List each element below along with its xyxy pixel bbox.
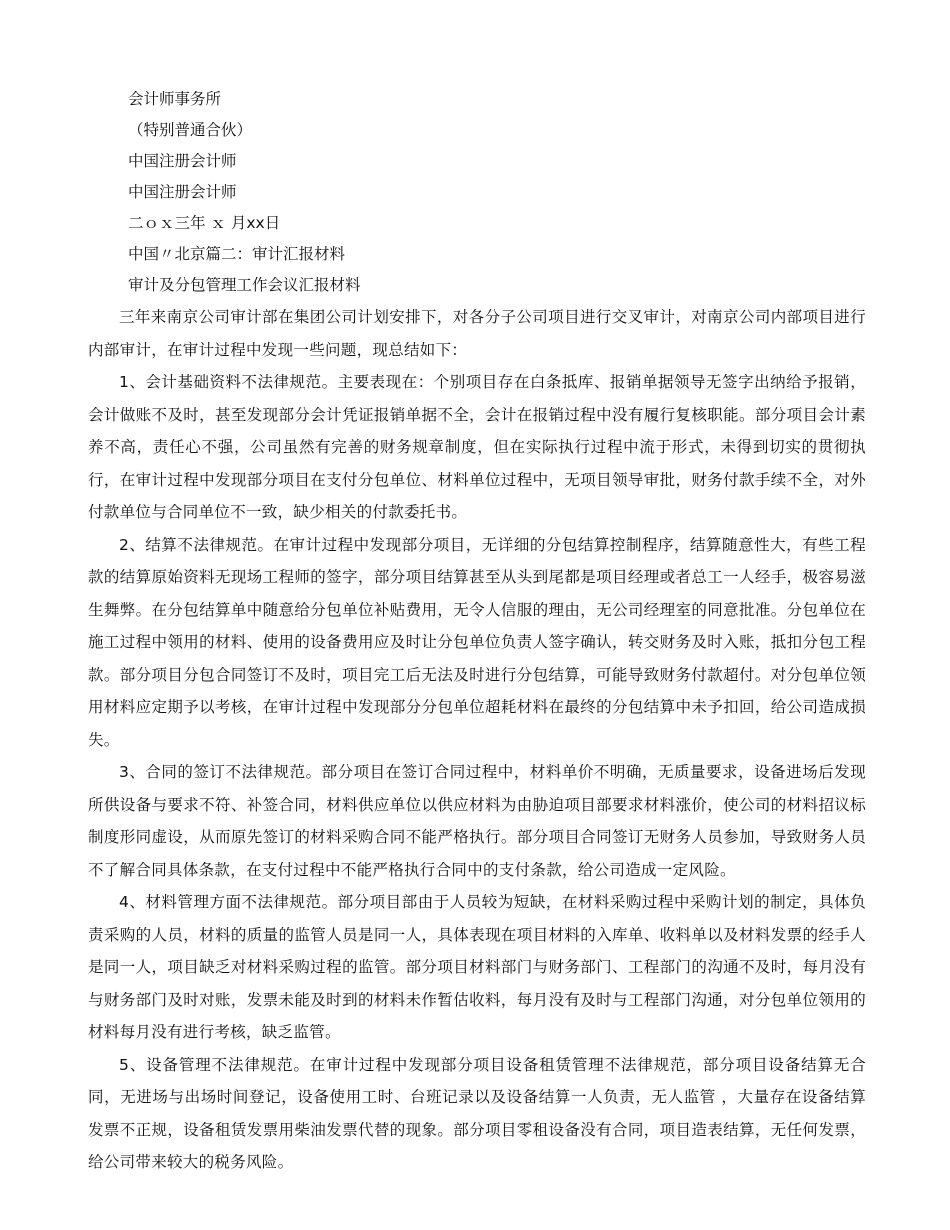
body-text	[88, 301, 866, 1179]
location-chapter-line: 中国〃北京篇二：审计汇报材料	[128, 245, 346, 263]
issue-3-paragraph: 3、合同的签订不法律规范。部分项目在签订合同过程中，材料单价不明确，无质量要求，设备进场后发现所供设备与要求不符、补签合同，材料供应单位以供应材料为由胁迫项目部要求材料涨价，使公司的材料招议标制度形同虚设，从而原先签订的材料采购合同不能严格执行。部分项目合同签订无财务人员参加，导致财务人员不了解合同具体条款，在支付过程中不能严格执行合同中的支付条款，给公司造成一定风险。	[88, 763, 866, 879]
issue-1-paragraph: 1、会计基础资料不法律规范。主要表现在：个别项目存在白条抵库、报销单据领导无签字出纳给予报销，会计做账不及时，甚至发现部分会计凭证报销单据不全，会计在报销过程中没有履行复核职能。部分项目会计素养不高，责任心不强，公司虽然有完善的财务规章制度，但在实际执行过程中流于形式，未得到切实的贯彻执行，在审计过程中发现部分项目在支付分包单位、材料单位过程中，无项目领导审批，财务付款手续不全，对外付款单位与合同单位不一致，缺少相关的付款委托书。	[88, 373, 866, 521]
issue-4-paragraph: 4、材料管理方面不法律规范。部分项目部由于人员较为短缺，在材料采购过程中采购计划的制定，具体负责采购的人员，材料的质量的监管人员是同一人，具体表现在项目材料的入库单、收料单以及材料发票的经手人是同一人，项目缺乏对材料采购过程的监管。部分项目材料部门与财务部门、工程部门的沟通不及时，每月没有与财务部门及时对账，发票未能及时到的材料未作暂估收料，每月没有及时与工程部门沟通，对分包单位领用的材料每月没有进行考核，缺乏监管。	[88, 893, 866, 1041]
date-line: 二ｏｘ三年 ｘ 月xx日	[128, 214, 281, 232]
partnership-type-line: （特别普通合伙）	[128, 121, 253, 139]
intro-paragraph: 三年来南京公司审计部在集团公司计划安排下，对各分子公司项目进行交叉审计，对南京公司内部项目进行内部审计，在审计过程中发现一些问题，现总结如下：	[88, 308, 866, 359]
document-page	[88, 84, 866, 1179]
cpa-line-1: 中国注册会计师	[128, 152, 237, 170]
document-title: 审计及分包管理工作会议汇报材料	[128, 276, 361, 294]
firm-name-line: 会计师事务所	[128, 90, 222, 108]
cpa-line-2: 中国注册会计师	[128, 183, 237, 201]
issue-5-paragraph: 5、设备管理不法律规范。在审计过程中发现部分项目设备租赁管理不法律规范，部分项目设备结算无合同，无进场与出场时间登记，设备使用工时、台班记录以及设备结算一人负责，无人监管 ，大量存在设备结算发票不正规，设备租赁发票用柴油发票代替的现象。部分项目零租设备没有合同，项目造表结算，无任何发票，给公司带来较大的税务风险。	[88, 1055, 866, 1171]
issue-2-paragraph: 2、结算不法律规范。在审计过程中发现部分项目，无详细的分包结算控制程序，结算随意性大，有些工程款的结算原始资料无现场工程师的签字，部分项目结算甚至从头到尾都是项目经理或者总工一人经手，极容易滋生舞弊。在分包结算单中随意给分包单位补贴费用，无令人信服的理由，无公司经理室的同意批准。分包单位在施工过程中领用的材料、使用的设备费用应及时让分包单位负责人签字确认，转交财务及时入账，抵扣分包工程款。部分项目分包合同签订不及时，项目完工后无法及时进行分包结算，可能导致财务付款超付。对分包单位领用材料应定期予以考核，在审计过程中发现部分分包单位超耗材料在最终的分包结算中未予扣回，给公司造成损失。	[88, 535, 866, 749]
header-block	[88, 84, 866, 301]
